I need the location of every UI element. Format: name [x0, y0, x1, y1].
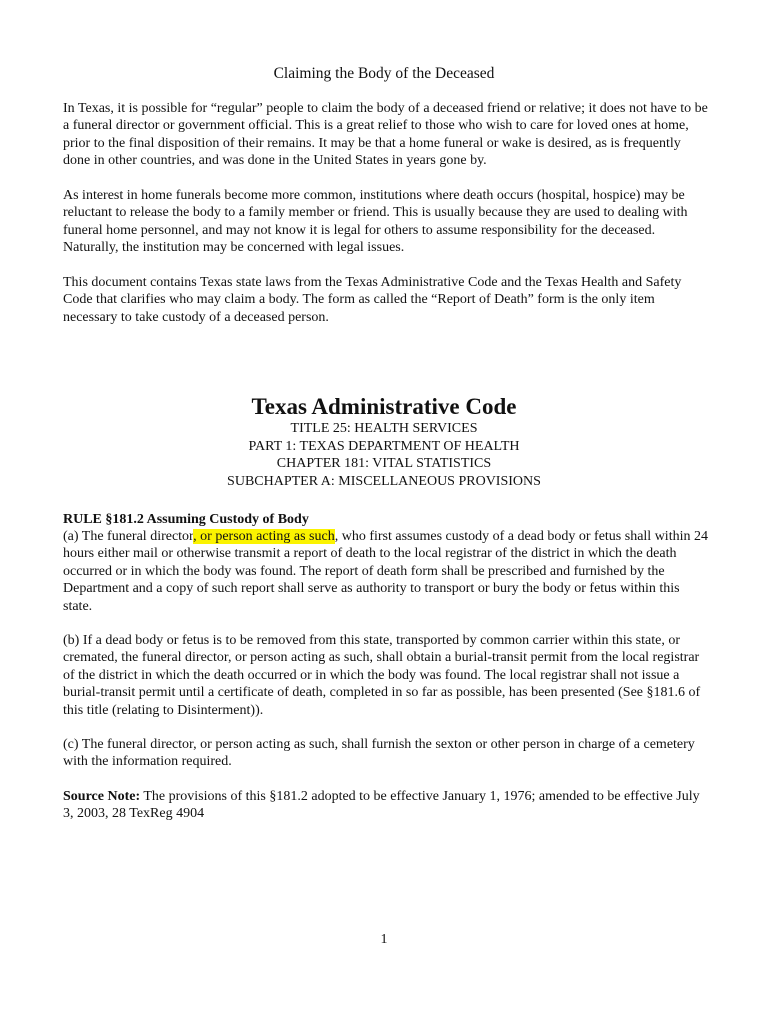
para-a-start: (a) The funeral director — [63, 529, 194, 544]
para-a-rest: , who first assumes custody of a dead body or fetus shall within 24 hours either mail or otherwise transmit a report of death to the local registrar of the district in which the death occurred or in which the body was found. The report of death form shall be prescribed and furnished by the Department and a copy of such report shall serve as authority to transport or bury the body or fetus within this state. — [63, 529, 708, 614]
intro-paragraph-1: In Texas, it is possible for “regular” people to claim the body of a deceased friend or relative; it does not have to be a funeral director or government official. This is a great relief to those who wish to care for loved ones at home, prior to the final disposition of their remains. It may be that a home funeral or wake is desired, as is frequently done in other countries, and was done in the United States in years gone by. — [63, 101, 708, 169]
rule-paragraph-b: (b) If a dead body or fetus is to be removed from this state, transported by common carrier within this state, or cremated, the funeral director, or person acting as such, shall obtain a burial-transit permit from the local registrar of the district in which the death occurred or in which the body was found. The local registrar shall not issue a burial-transit permit until a certificate of death, completed in so far as possible, has been presented (See §181.6 of this title (relating to Disinterment)). — [63, 633, 701, 718]
rule-paragraph-a — [63, 528, 708, 615]
source-note-text: The provisions of this §181.2 adopted to be effective January 1, 1976; amended to be effective July 3, 2003, 28 TexReg 4904 — [63, 789, 700, 822]
rule-heading: RULE §181.2 Assuming Custody of Body — [63, 512, 309, 527]
source-note — [63, 788, 708, 823]
subheading-chapter: CHAPTER 181: VITAL STATISTICS — [276, 456, 492, 471]
source-note-label: Source Note: — [63, 789, 141, 804]
code-title: Texas Administrative Code — [251, 394, 517, 419]
page-number: 1 — [380, 932, 388, 947]
subheading-title: TITLE 25: HEALTH SERVICES — [290, 421, 478, 436]
highlighted-text: , or person acting as such — [193, 529, 335, 544]
intro-paragraph-3: This document contains Texas state laws from the Texas Administrative Code and the Texas Health and Safety Code that clarifies who may claim a body. The form as called the “Report of Death” form is the only item necessary to take custody of a deceased person. — [63, 275, 682, 325]
document-title: Claiming the Body of the Deceased — [273, 65, 495, 82]
subheading-part: PART 1: TEXAS DEPARTMENT OF HEALTH — [248, 439, 520, 454]
intro-paragraph-2: As interest in home funerals become more common, institutions where death occurs (hospital, hospice) may be reluctant to release the body to a family member or friend. This is usually because they are used to dealing with funeral home personnel, and may not know it is legal for others to assume responsibility for the deceased. Naturally, the institution may be concerned with legal issues. — [63, 188, 688, 256]
subheading-subchapter: SUBCHAPTER A: MISCELLANEOUS PROVISIONS — [227, 474, 541, 489]
rule-paragraph-c: (c) The funeral director, or person acting as such, shall furnish the sexton or other person in charge of a cemetery with the information required. — [63, 737, 695, 770]
